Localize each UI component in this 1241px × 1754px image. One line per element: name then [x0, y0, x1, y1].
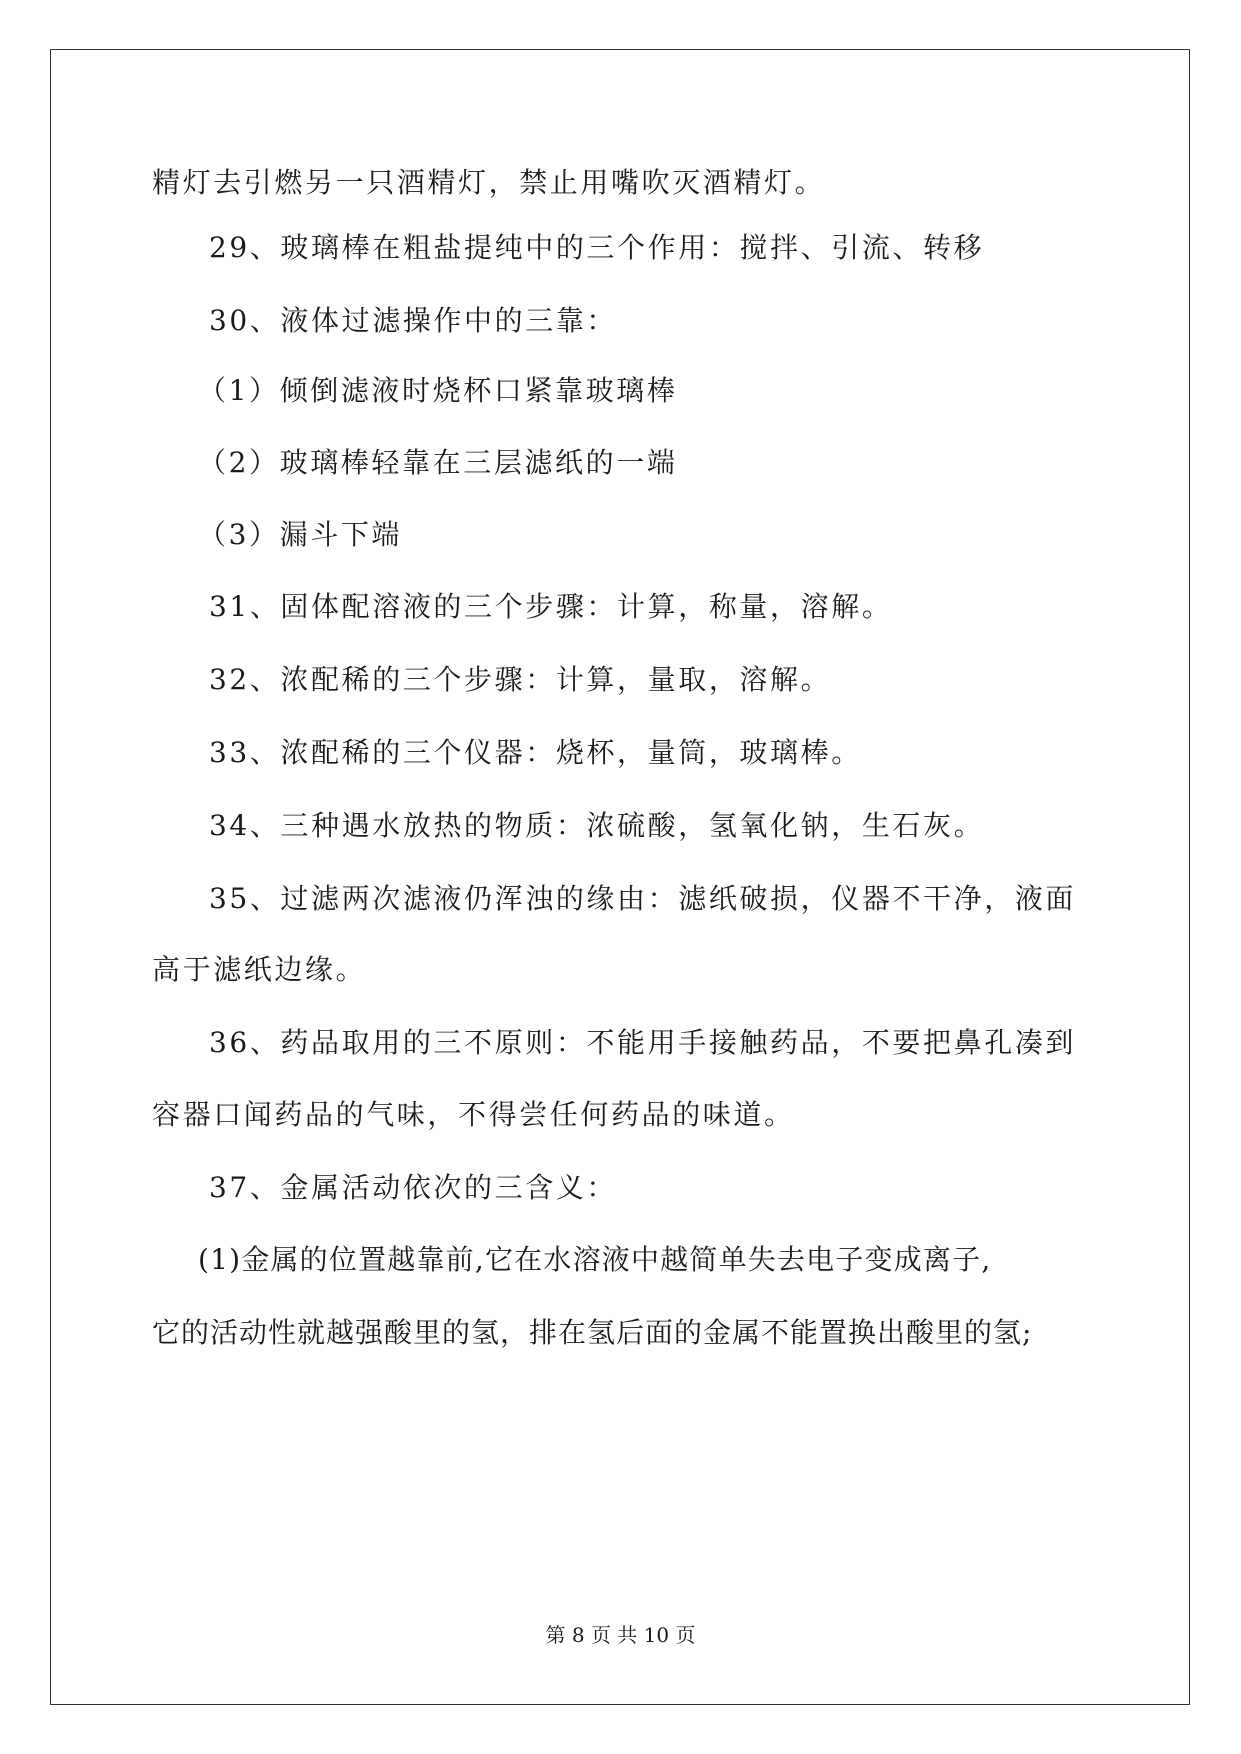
item-30-sub-3: （3）漏斗下端 — [198, 518, 403, 551]
item-31: 31、固体配溶液的三个步骤：计算，称量，溶解。 — [209, 590, 893, 623]
item-33: 33、浓配稀的三个仪器：烧杯，量筒，玻璃棒。 — [209, 736, 862, 769]
item-35-cont: 高于滤纸边缘。 — [152, 953, 367, 986]
item-35: 35、过滤两次滤液仍浑浊的缘由：滤纸破损，仪器不干净，液面 — [209, 882, 1077, 915]
item-36: 36、药品取用的三不原则：不能用手接触药品，不要把鼻孔凑到 — [209, 1026, 1077, 1059]
item-37-sub-1-cont: 它的活动性就越强酸里的氢，排在氢后面的金属不能置换出酸里的氢; — [152, 1316, 1033, 1349]
item-29: 29、玻璃棒在粗盐提纯中的三个作用：搅拌、引流、转移 — [209, 231, 985, 264]
item-30-sub-2: （2）玻璃棒轻靠在三层滤纸的一端 — [198, 446, 678, 479]
item-30-sub-1: （1）倾倒滤液时烧杯口紧靠玻璃棒 — [198, 374, 678, 407]
item-32: 32、浓配稀的三个步骤：计算，量取，溶解。 — [209, 663, 832, 696]
item-37: 37、金属活动依次的三含义： — [209, 1171, 618, 1204]
item-37-sub-1: (1)金属的位置越靠前,它在水溶液中越简单失去电子变成离子, — [198, 1243, 992, 1276]
text-line: 精灯去引燃另一只酒精灯，禁止用嘴吹灭酒精灯。 — [152, 166, 826, 199]
item-36-cont: 容器口闻药品的气味，不得尝任何药品的味道。 — [152, 1098, 795, 1131]
item-34: 34、三种遇水放热的物质：浓硫酸，氢氧化钠，生石灰。 — [209, 809, 985, 842]
page-number-footer: 第 8 页 共 10 页 — [545, 1623, 696, 1647]
page-border — [50, 49, 1190, 1705]
item-30: 30、液体过滤操作中的三靠： — [209, 304, 618, 337]
